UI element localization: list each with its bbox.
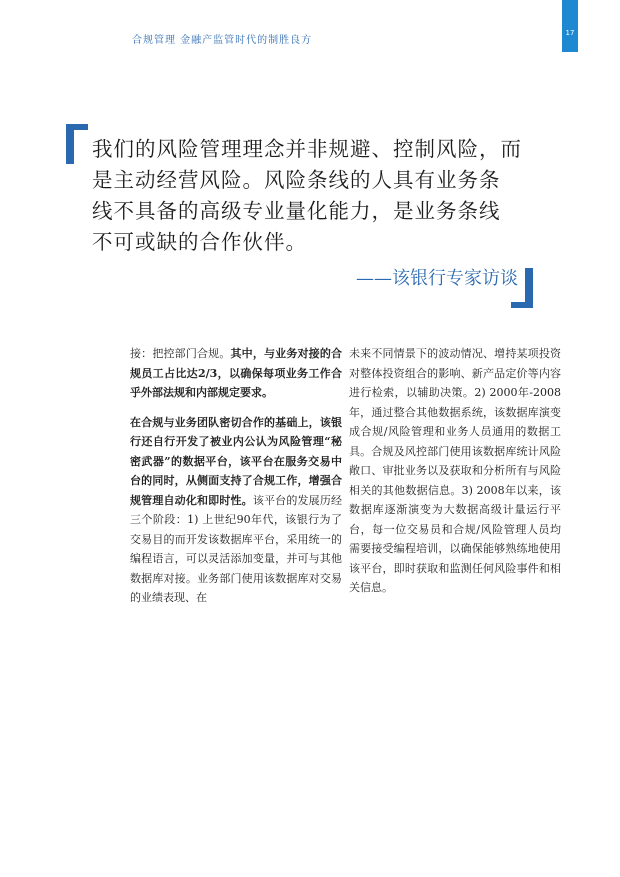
- open-bracket-decoration: [66, 124, 74, 164]
- pull-quote-line: 是主动经营风险。风险条线的人具有业务条: [92, 168, 501, 192]
- paragraph-emphasis: 在合规与业务团队密切合作的基础上，该银行还自行开发了被业内公认为风险管理“秘密武器”的数据平台，该平台在服务交易中台的同时，从侧面支持了合规工作，增强合规管理自动化和即时性。: [130, 415, 342, 507]
- body-column-right: [349, 344, 561, 598]
- paragraph: 未来不同情景下的波动情况、增持某项投资对整体投资组合的影响、新产品定价等内容进行检索，以辅助决策。2) 2000年-2008年，通过整合其他数据系统，该数据库演变成合规/风险管理和业务人员通用的数据工具。合规及风控部门使用该数据库统计风险敞口、审批业务以及获取和分析所有与风险相关的其他数据信息。3) 2008年以来，该数据库逐渐演变为大数据高级计量运行平台，每一位交易员和合规/风险管理人员均需要接受编程培训，以确保能够熟练地使用该平台，即时获取和监测任何风险事件和相关信息。: [349, 347, 561, 594]
- pull-quote-attribution: ——该银行专家访谈: [356, 268, 518, 289]
- pull-quote-line: 不可或缺的合作伙伴。: [92, 230, 307, 254]
- paragraph: [130, 413, 342, 608]
- pull-quote-line: 线不具备的高级专业量化能力，是业务条线: [92, 199, 501, 223]
- open-bracket-decoration-top: [66, 124, 88, 130]
- page-number-tab: 17: [562, 0, 578, 52]
- running-header: 合规管理 金融产监管时代的制胜良方: [132, 35, 313, 46]
- body-column-left: [130, 344, 342, 608]
- close-bracket-decoration-bottom: [511, 302, 533, 308]
- pull-quote-line: 我们的风险管理理念并非规避、控制风险，而: [92, 137, 522, 161]
- paragraph: [130, 344, 342, 403]
- paragraph-text: 该平台的发展历经三个阶段：1) 上世纪90年代，该银行为了交易目的而开发该数据库平台，采用统一的编程语言，可以灵活添加变量，并可与其他数据库对接。业务部门使用该数据库对交易的业绩表现、在: [130, 493, 343, 604]
- pull-quote: [92, 134, 532, 258]
- paragraph-text: 接：把控部门合规。: [130, 347, 231, 360]
- paragraph-emphasis: 其中，与业务对接的合规员工占比达2/3，以确保每项业务工作合乎外部法规和内部规定要求。: [130, 347, 342, 399]
